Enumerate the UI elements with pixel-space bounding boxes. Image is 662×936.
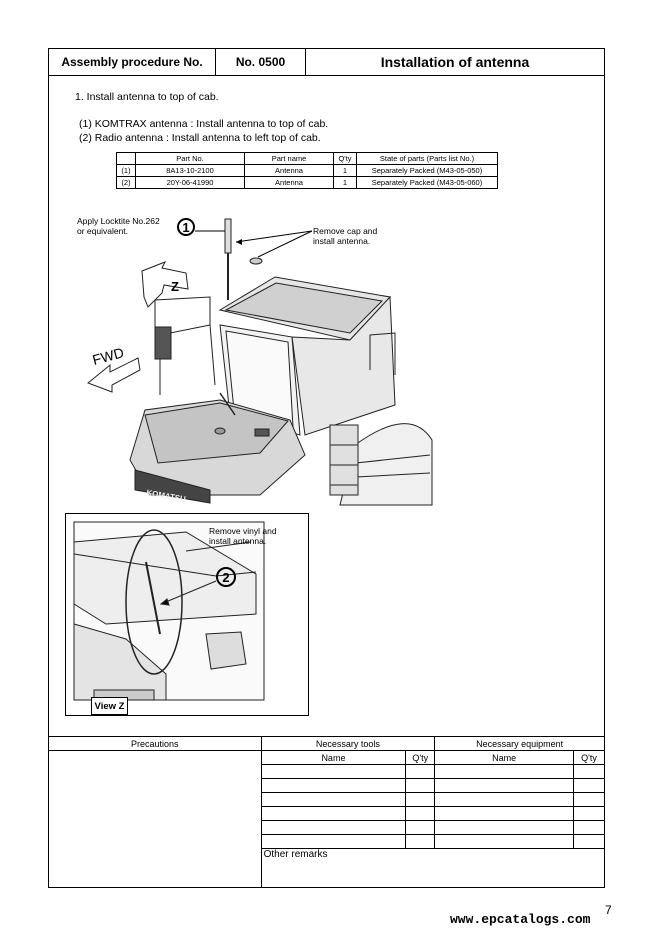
col-header: Part name (245, 153, 334, 165)
procedure-number: No. 0500 (215, 48, 306, 76)
table-cell: 1 (334, 177, 357, 189)
table-row (117, 165, 498, 177)
brand-label: KOMATSU (145, 488, 187, 504)
parts-table-header (117, 153, 498, 165)
parts-table (116, 152, 498, 189)
equipment-qty-header: Q'ty (573, 751, 604, 765)
remove-vinyl-line: install antenna. (209, 536, 267, 546)
col-header: Part No. (136, 153, 245, 165)
table-cell: Antenna (245, 165, 334, 177)
z-arrow (142, 262, 188, 307)
callout-1: 1 (177, 218, 195, 236)
remove-vinyl-line: Remove vinyl and (209, 526, 277, 536)
footer-table (48, 736, 605, 888)
remove-cap-note (313, 226, 377, 246)
procedure-title: Installation of antenna (305, 48, 605, 76)
truck-illustration (60, 205, 440, 510)
remove-cap-line: Remove cap and (313, 226, 378, 236)
procedure-label: Assembly procedure No. (48, 48, 216, 76)
tools-header: Necessary tools (261, 737, 435, 751)
table-cell: Separately Packed (M43-05-050) (357, 165, 498, 177)
remove-cap-line: install antenna. (313, 236, 371, 246)
table-cell: (1) (117, 165, 136, 177)
view-z-panel (65, 513, 309, 716)
loctite-note-line: or equivalent. (77, 226, 129, 236)
precautions-cell (49, 751, 262, 849)
precautions-header: Precautions (49, 737, 262, 751)
col-header: Q'ty (334, 153, 357, 165)
col-header (117, 153, 136, 165)
table-cell: 1 (334, 165, 357, 177)
loctite-note (77, 216, 160, 236)
tools-qty-header: Q'ty (406, 751, 435, 765)
step-main: 1. Install antenna to top of cab. (75, 91, 219, 103)
loctite-note-line: Apply Locktite No.262 (77, 216, 160, 226)
table-cell: 8A13-10-2100 (136, 165, 245, 177)
table-cell: Antenna (245, 177, 334, 189)
page-number: 7 (605, 903, 612, 917)
arrowhead (236, 239, 242, 245)
step-item-1: (1) KOMTRAX antenna : Install antenna to top of cab. (79, 118, 329, 130)
fwd-label: FWD (90, 344, 126, 368)
step-item-2: (2) Radio antenna : Install antenna to left top of cab. (79, 132, 321, 144)
watermark: www.epcatalogs.com (450, 912, 591, 927)
table-cell: (2) (117, 177, 136, 189)
other-remarks: Other remarks (261, 849, 604, 888)
table-row (117, 177, 498, 189)
callout-2: 2 (216, 567, 236, 587)
equipment-header: Necessary equipment (435, 737, 605, 751)
tools-name-header: Name (261, 751, 406, 765)
remove-vinyl-note (209, 526, 277, 546)
view-z-label: View Z (91, 697, 128, 715)
table-cell: Separately Packed (M43-05-060) (357, 177, 498, 189)
equipment-name-header: Name (435, 751, 574, 765)
z-label: Z (171, 279, 179, 294)
precautions-cell-bottom (49, 849, 262, 888)
table-cell: 20Y-06-41990 (136, 177, 245, 189)
col-header: State of parts (Parts list No.) (357, 153, 498, 165)
